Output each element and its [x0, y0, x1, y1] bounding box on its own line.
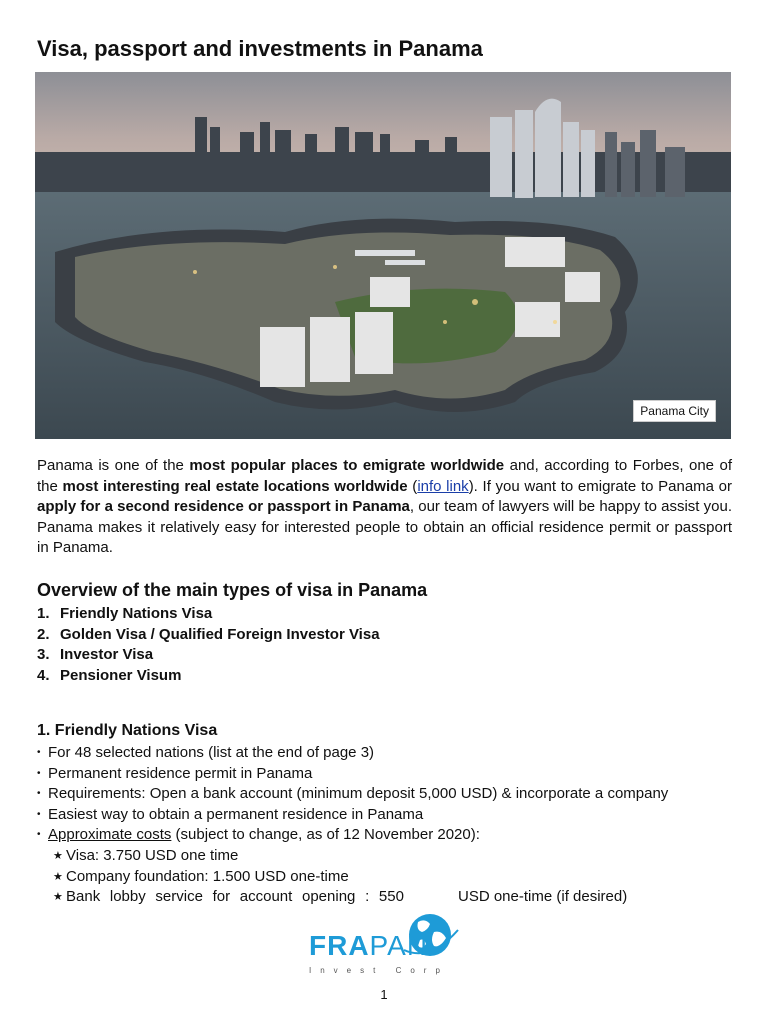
intro-text: , our team of lawyers will be happy to assist you. Panama makes it relatively easy for interested people to obtain an official residence permit or passport in Panama.	[37, 498, 732, 556]
page-title: Visa, passport and investments in Panama	[37, 36, 483, 61]
intro-text: and, according to Forbes, one of the	[37, 457, 732, 495]
cost-word: lobby	[109, 888, 146, 905]
costs-list	[53, 846, 633, 908]
photo-caption: Panama City	[633, 400, 716, 422]
list-item	[37, 645, 380, 666]
bullet-text: Requirements: Open a bank account (minimum deposit 5,000 USD) & incorporate a company	[48, 785, 669, 802]
cost-word: account	[239, 888, 293, 905]
cost-word: for	[212, 888, 231, 905]
bullet-icon: •	[37, 788, 41, 799]
cost-word: 550	[378, 888, 404, 905]
cost-word: opening	[302, 888, 356, 905]
cost-text: Company foundation: 1.500 USD one-time	[66, 867, 349, 885]
bullet-item	[37, 805, 668, 826]
list-number: 3.	[37, 646, 50, 664]
bullet-item	[37, 784, 668, 805]
cost-item	[53, 867, 633, 888]
list-label: Pensioner Visum	[60, 667, 182, 685]
cost-word: Bank	[66, 888, 101, 905]
cost-word: service	[155, 888, 203, 905]
list-label: Friendly Nations Visa	[60, 605, 213, 622]
list-item	[37, 604, 380, 625]
bullet-icon: •	[37, 829, 41, 840]
logo-wordmark	[309, 930, 428, 962]
costs-note: (subject to change, as of 12 November 2020):	[171, 826, 480, 843]
intro-text: (	[407, 477, 418, 495]
panama-city-photo	[35, 72, 731, 439]
intro-highlight: apply for a second residence or passport in Panama	[37, 498, 410, 515]
bullet-icon: •	[37, 747, 41, 758]
list-number: 1.	[37, 605, 50, 622]
visa-types-list	[37, 604, 380, 687]
cost-item	[53, 887, 633, 908]
costs-label: Approximate costs	[48, 826, 172, 843]
logo-subtitle: Invest Corp	[309, 966, 449, 975]
logo-pan: PAN	[369, 930, 429, 961]
intro-text: ). If you want to emigrate to Panama or	[468, 477, 733, 495]
bullet-text: Easiest way to obtain a permanent residence in Panama	[48, 805, 424, 823]
frapan-logo	[305, 910, 465, 978]
bullet-item	[37, 743, 668, 764]
friendly-nations-bullets	[37, 743, 668, 846]
bullet-text	[48, 825, 480, 846]
cost-item	[53, 846, 633, 867]
cost-text: USD one-time (if desired)	[458, 888, 628, 905]
panama-city-illustration	[35, 72, 731, 439]
list-number: 2.	[37, 625, 50, 643]
star-icon: ★	[53, 850, 63, 862]
bullet-text: For 48 selected nations (list at the end of page 3)	[48, 744, 375, 761]
overview-title: Overview of the main types of visa in Panama	[37, 580, 428, 600]
intro-text: Panama is one of the	[37, 457, 190, 474]
cost-text-spread	[66, 887, 404, 908]
cost-word: :	[365, 888, 370, 905]
star-icon: ★	[53, 870, 63, 883]
list-label: Investor Visa	[60, 646, 154, 664]
bullet-icon: •	[37, 767, 41, 779]
logo-fra: FRA	[309, 930, 370, 961]
bullet-item	[37, 764, 668, 785]
info-link[interactable]: info link	[417, 477, 469, 495]
list-item	[37, 625, 380, 646]
friendly-nations-title: 1. Friendly Nations Visa	[37, 722, 218, 739]
page-number: 1	[380, 987, 388, 1002]
star-icon: ★	[53, 891, 63, 903]
cost-text: Visa: 3.750 USD one time	[66, 847, 239, 864]
list-item	[37, 666, 380, 687]
intro-highlight: most interesting real estate locations worldwide	[62, 477, 408, 495]
list-label: Golden Visa / Qualified Foreign Investor Visa	[60, 625, 380, 643]
list-number: 4.	[37, 667, 50, 685]
bullet-icon: •	[37, 808, 41, 820]
intro-highlight: most popular places to emigrate worldwide	[189, 457, 505, 474]
bullet-text: Permanent residence permit in Panama	[48, 764, 313, 782]
intro-paragraph	[37, 456, 732, 559]
bullet-item	[37, 825, 668, 846]
